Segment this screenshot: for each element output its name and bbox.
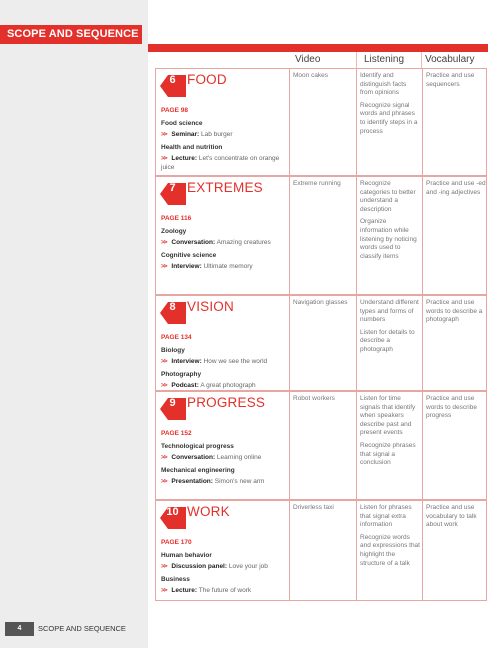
unit-page: PAGE 152 xyxy=(161,430,192,437)
activity-type: Podcast: xyxy=(171,382,199,389)
listening-skill: Identify and distinguish facts from opinions xyxy=(360,72,407,97)
listening-cell xyxy=(360,299,420,359)
column-header-video: Video xyxy=(295,54,321,65)
page-title: SCOPE AND SEQUENCE xyxy=(0,25,142,44)
unit-number: 10 xyxy=(166,506,179,518)
video-cell: Extreme running xyxy=(293,180,341,187)
activity-type: Lecture: xyxy=(171,155,198,162)
unit-page: PAGE 170 xyxy=(161,539,192,546)
unit-number: 6 xyxy=(169,74,176,86)
cell-divider xyxy=(422,296,423,390)
listening-skill: Understand different types and forms of numbers xyxy=(360,299,419,324)
topic-subject: Cognitive science xyxy=(161,252,217,259)
topic-activity: >> Podcast: A great photograph xyxy=(161,382,256,389)
topic-activity: >> Interview: How we see the world xyxy=(161,358,268,365)
activity-title: A great photograph xyxy=(200,382,256,389)
activity-type: Seminar: xyxy=(171,131,200,138)
listening-skill: Organize information while listening by noticing words used to classify items xyxy=(360,218,417,260)
activity-type: Interview: xyxy=(171,358,202,365)
listening-cell xyxy=(360,72,420,140)
activity-type: Interview: xyxy=(171,263,202,270)
unit-page: PAGE 98 xyxy=(161,107,188,114)
activity-title: Amazing creatures xyxy=(216,239,271,246)
topic-activity: >> Lecture: The future of work xyxy=(161,587,252,594)
cell-divider xyxy=(289,177,290,294)
video-cell: Navigation glasses xyxy=(293,299,348,306)
unit-row-6 xyxy=(155,68,487,176)
vocabulary-cell: Practice and use vocabulary to talk about work xyxy=(426,504,477,529)
cell-divider xyxy=(422,69,423,175)
unit-page: PAGE 116 xyxy=(161,215,192,222)
topic-subject: Human behavior xyxy=(161,552,212,559)
video-cell: Moon cakes xyxy=(293,72,329,79)
listening-skill: Recognize words and expressions that highlight the structure of a talk xyxy=(360,533,420,567)
unit-title: FOOD xyxy=(187,72,227,87)
listening-skill: Recognize categories to better understand a description xyxy=(360,180,416,213)
video-cell: Robot workers xyxy=(293,395,335,402)
activity-title: Ultimate memory xyxy=(203,263,253,270)
unit-row-7 xyxy=(155,176,487,295)
vocabulary-cell: Practice and use words to describe a photograph xyxy=(426,299,483,324)
topic-activity: >> Conversation: Learning online xyxy=(161,454,262,461)
cell-divider xyxy=(289,296,290,390)
cell-divider xyxy=(422,392,423,499)
activity-type: Lecture: xyxy=(171,587,198,594)
topic-subject: Food science xyxy=(161,120,203,127)
topic-activity: >> Seminar: Lab burger xyxy=(161,131,233,138)
video-cell: Driverless taxi xyxy=(293,504,334,511)
topic-subject: Biology xyxy=(161,347,185,354)
activity-title: How we see the world xyxy=(203,358,268,365)
column-header-vocabulary: Vocabulary xyxy=(425,54,475,65)
page-footer xyxy=(0,622,148,636)
unit-title: WORK xyxy=(187,504,230,519)
cell-divider xyxy=(356,392,357,499)
topic-subject: Business xyxy=(161,576,190,583)
topic-subject: Health and nutrition xyxy=(161,144,223,151)
topic-activity: >> Lecture: Let's concentrate on orange juice xyxy=(161,155,280,171)
activity-type: Conversation: xyxy=(171,454,216,461)
unit-page: PAGE 134 xyxy=(161,334,192,341)
page-number: 4 xyxy=(5,622,34,636)
topic-activity: >> Conversation: Amazing creatures xyxy=(161,239,271,246)
vocabulary-cell: Practice and use -ed and -ing adjectives xyxy=(426,180,486,196)
activity-type: Presentation: xyxy=(171,478,213,485)
cell-divider xyxy=(356,501,357,600)
activity-type: Discussion panel: xyxy=(171,563,228,570)
column-header-listening: Listening xyxy=(364,54,405,65)
activity-title: Love your job xyxy=(228,563,268,570)
listening-skill: Listen for phrases that signal extra information xyxy=(360,504,412,529)
topic-subject: Technological progress xyxy=(161,443,234,450)
unit-number: 9 xyxy=(169,397,176,409)
unit-row-8 xyxy=(155,295,487,391)
column-divider xyxy=(421,52,422,68)
vocabulary-cell: Practice and use sequencers xyxy=(426,72,475,88)
unit-number: 8 xyxy=(169,301,176,313)
listening-skill: Listen for details to describe a photograph xyxy=(360,328,415,353)
topic-subject: Photography xyxy=(161,371,202,378)
header-rule xyxy=(148,44,488,52)
left-sidebar xyxy=(0,0,148,648)
column-divider xyxy=(356,52,357,68)
cell-divider xyxy=(356,69,357,175)
activity-type: Conversation: xyxy=(171,239,216,246)
listening-skill: Recognize phrases that signal a conclusion xyxy=(360,441,416,467)
footer-label: SCOPE AND SEQUENCE xyxy=(38,624,126,633)
activity-title: Lab burger xyxy=(201,131,233,138)
cell-divider xyxy=(422,501,423,600)
unit-row-9 xyxy=(155,391,487,500)
unit-title: VISION xyxy=(187,299,234,314)
unit-number: 7 xyxy=(169,182,176,194)
listening-cell xyxy=(360,180,420,265)
unit-title: PROGRESS xyxy=(187,395,266,410)
vocabulary-cell: Practice and use words to describe progress xyxy=(426,395,477,420)
topic-activity: >> Discussion panel: Love your job xyxy=(161,563,268,570)
listening-cell xyxy=(360,395,420,472)
unit-title: EXTREMES xyxy=(187,180,263,195)
activity-title: Let's concentrate on orange juice xyxy=(161,155,280,171)
topic-activity: >> Presentation: Simon's new arm xyxy=(161,478,265,485)
listening-skill: Recognize signal words and phrases to identify steps in a process xyxy=(360,101,418,135)
activity-title: Learning online xyxy=(216,454,262,461)
topic-subject: Mechanical engineering xyxy=(161,467,235,474)
listening-skill: Listen for time signals that identify when speakers describe past and present events xyxy=(360,395,416,437)
topic-activity: >> Interview: Ultimate memory xyxy=(161,263,253,270)
activity-title: Simon's new arm xyxy=(214,478,265,485)
cell-divider xyxy=(422,177,423,294)
cell-divider xyxy=(356,177,357,294)
cell-divider xyxy=(356,296,357,390)
unit-row-10 xyxy=(155,500,487,601)
topic-subject: Zoology xyxy=(161,228,187,235)
listening-cell xyxy=(360,504,420,572)
activity-title: The future of work xyxy=(198,587,252,594)
